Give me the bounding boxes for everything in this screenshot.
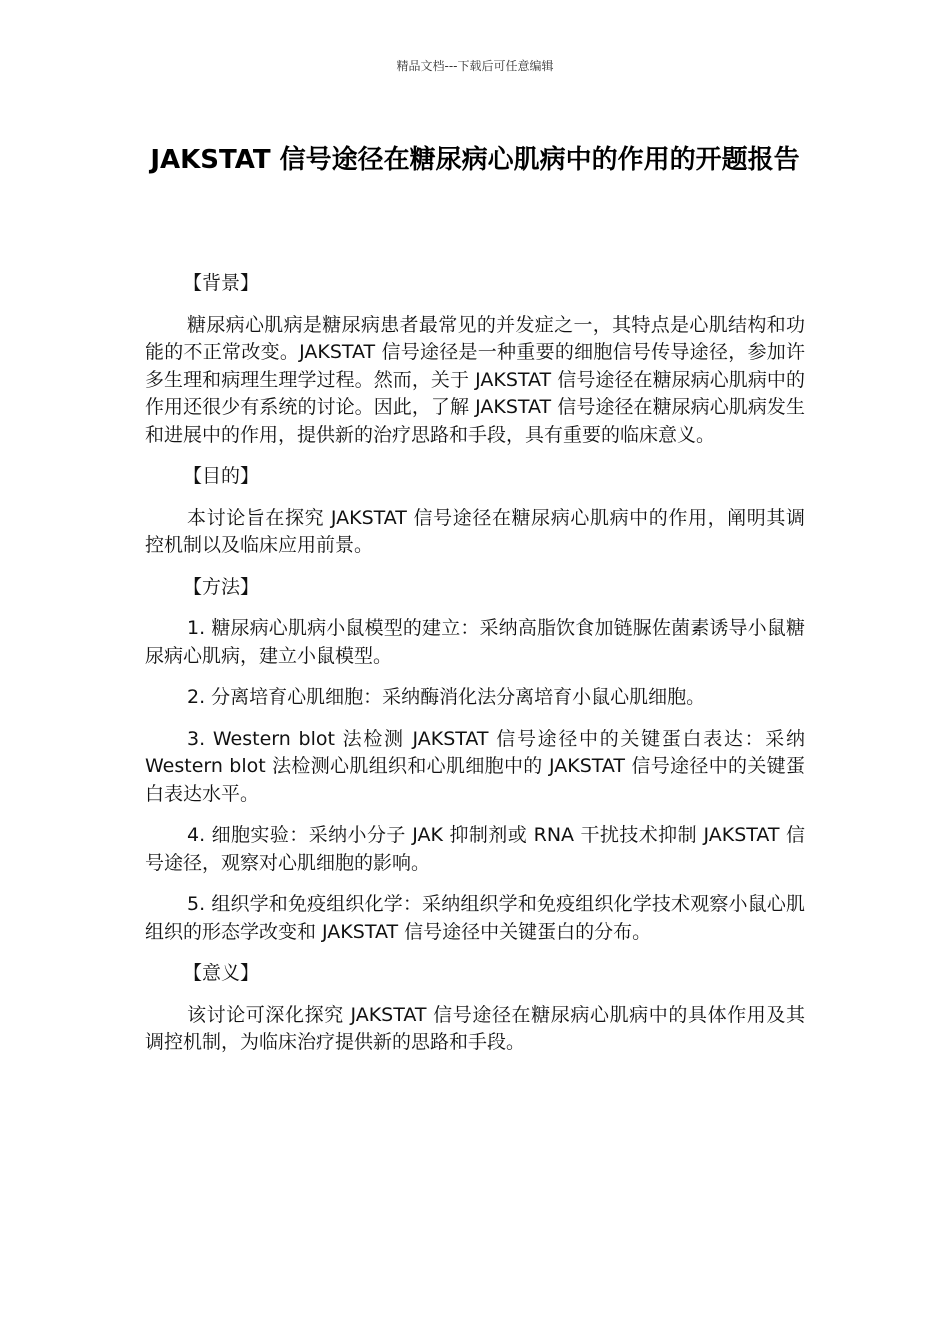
page-header-watermark: 精品文档---下载后可任意编辑 xyxy=(396,59,554,73)
method-item-4: 4. 细胞实验：采纳小分子 JAK 抑制剂或 RNA 干扰技术抑制 JAKSTAT 信号途径，观察对心肌细胞的影响。 xyxy=(145,824,805,874)
document-body xyxy=(145,270,805,1071)
method-item-1: 1. 糖尿病心肌病小鼠模型的建立：采纳高脂饮食加链脲佐菌素诱导小鼠糖尿病心肌病，建立小鼠模型。 xyxy=(145,617,805,667)
section-heading-significance: 【意义】 xyxy=(183,962,260,984)
method-item-2: 2. 分离培育心肌细胞：采纳酶消化法分离培育小鼠心肌细胞。 xyxy=(187,686,706,708)
method-item-5: 5. 组织学和免疫组织化学：采纳组织学和免疫组织化学技术观察小鼠心肌组织的形态学改变和 JAKSTAT 信号途径中关键蛋白的分布。 xyxy=(145,893,805,943)
background-paragraph: 糖尿病心肌病是糖尿病患者最常见的并发症之一，其特点是心肌结构和功能的不正常改变。JAKSTAT 信号途径是一种重要的细胞信号传导途径，参加许多生理和病理生理学过程。然而，关于 JAKSTAT 信号途径在糖尿病心肌病中的作用还很少有系统的讨论。因此，了解 JAKSTAT 信号途径在糖尿病心肌病发生和进展中的作用，提供新的治疗思路和手段，具有重要的临床意义。 xyxy=(145,313,805,446)
purpose-paragraph: 本讨论旨在探究 JAKSTAT 信号途径在糖尿病心肌病中的作用，阐明其调控机制以及临床应用前景。 xyxy=(145,506,805,556)
section-heading-methods: 【方法】 xyxy=(183,575,260,598)
significance-paragraph: 该讨论可深化探究 JAKSTAT 信号途径在糖尿病心肌病中的具体作用及其调控机制，为临床治疗提供新的思路和手段。 xyxy=(145,1003,805,1053)
document-title: JAKSTAT 信号途径在糖尿病心肌病中的作用的开题报告 xyxy=(150,145,800,175)
section-heading-background: 【背景】 xyxy=(183,272,260,294)
section-heading-purpose: 【目的】 xyxy=(183,465,260,487)
method-item-3: 3. Western blot 法检测 JAKSTAT 信号途径中的关键蛋白表达：采纳 Western blot 法检测心肌组织和心肌细胞中的 JAKSTAT 信号途径中的关键蛋白表达水平。 xyxy=(145,727,805,805)
